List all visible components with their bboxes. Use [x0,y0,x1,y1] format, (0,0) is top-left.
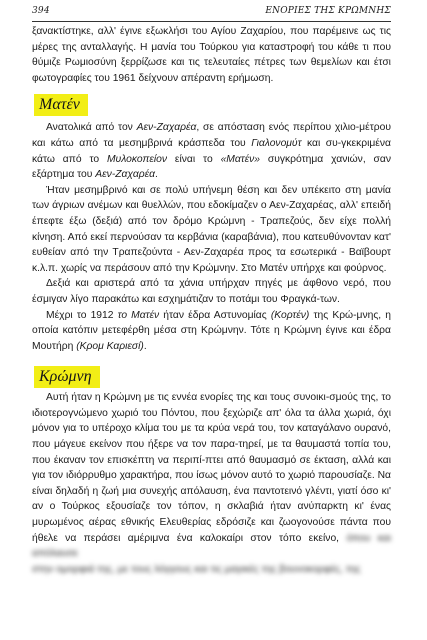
intro-paragraph [32,24,391,86]
maten-paragraph-3: Δεξιά και αριστερά από τα χάνια υπήρχαν πηγές με άφθονο νερό, που έσμιγαν λίγο παρακάτω και εσχημάτιζαν το ποτάμι του Φραγκά-των. [32,278,391,305]
page-body [32,24,391,577]
maten-paragraph-2: Ήταν μεσημβρινό και σε πολύ υπήνεμη θέση και δεν υπέκειτο στη μανία των άγριων ανέμων και θυελλών, που εδοκίμαζεν ο Αεν-Ζαχαρέας, αλλ' επειδή έπεφτε έξω (δεξιά) από τον δρόμο Κρώμνη - Τραπεζούς, δεν είχε πολλή κίνηση. Από εκεί περνούσαν τα κερβάνια (καραβάνια), που κατευθύνονταν κατ' ευθείαν από την Τραπεζούντα - Αεν-Ζαχαρέα προς τα εσωτερικά - Βαϊβουρτ κ.λ.π. χωρίς να περάσουν από την Κρώμνην. Στο Ματέν υπήρχε και φούρνος. [32,184,391,274]
header-rule [32,21,391,22]
intro-line: θεμελίων και έτσι φωτογραφίες του 1961 δείχνουν απέραντη ερήμωση. [32,57,391,84]
maten-paragraph-4: Μέχρι το 1912 το Ματέν ήταν έδρα Αστυνομίας (Κορτέν) της Κρώ-μνης, η οποία κατόπιν μετεφέρθη μέσα στη Κρώμνην. Τότε η Κρώμνη έγινε και έδρα Μουτήρη (Κρομ Καριεσί). [32,309,391,352]
blurred-last-line: στην ομορφιά της, με τους λόγγους και τις μαγικές της βουνοκορφές, της [32,563,361,575]
intro-line: ως τις μέρες της ανταλλαγής. Η μανία του Τούρκου για καταστροφή του [32,26,391,53]
kromni-paragraph-1: Αυτή ήταν η Κρώμνη με τις εννέα ενορίες της και τους συνοικι-σμούς της, το ιδιοτερογνώμενο χωριό του Πόντου, που ξεχώριζε απ' όλα τα άλλα χωριά, όχι μόνον για το υπέροχο κλίμα του με τα κρύα νερά του, τον καταγάλανο ουρανό, που μάγευε εκείνον που ήξερε να τον παρα-τηρεί, με τα θαυμαστά τοπία του, που έκαναν τον επισκέπτη να περιπί-πτει από θαυμασμό σε έκταση, αλλά και για τον ιδιόρρυθμο χαρακτήρα, που ίσως μόνον αυτό το χωριό παρουσίαζε. Να είναι δηλαδή η ζωή μια συνεχής απόλαυση, ένα παντοτεινό γλέντι, γιατί όσο κι' αν ο Τούρκος εξουσίαζε τον τόπον, η σκλαβιά ήταν ανύπαρκτη κι' ένας μυρωμένος αέρας εθνικής Ελευθερίας εδρόσιζε και ζωογονούσε πάντα που ήθελε να περάσει αμέριμνα ένα καλοκαίρι στον τόπο εκείνο, όπου και απόλαυσε [32,392,391,560]
running-title: ΕΝΟΡΙΕΣ ΤΗΣ ΚΡΩΜΝΗΣ [265,6,391,16]
maten-paragraph-1: Ανατολικά από τον Αεν-Ζαχαρέα, σε απόσταση ενός περίπου χιλιο-μέτρου και κάτω από τα μεσημβρινά κράσπεδα του Γιαλονομύτ και συ-γκεκριμένα κάτω από το Μυλοκοπείον είναι το «Ματέν» συγκρότημα χανιών, σαν εξάρτημα του Αεν-Ζαχαρέα. [32,122,392,181]
intro-line: κάθε τι που θύμιζε Ρωμιοσύνη ξερρίζωσε και τις τελευταίες πέτρες των [32,41,391,69]
blurred-text: όπου και απόλαυσε [32,532,391,560]
page-number: 394 [32,6,50,16]
section-heading-kromni: Κρώμνη [34,366,100,388]
intro-line: ξανακτίστηκε, αλλ' έγινε εξωκλήσι του Αγίου Ζαχαρίου, που παρέμεινε [32,26,359,37]
section-heading-maten: Ματέν [34,94,88,116]
